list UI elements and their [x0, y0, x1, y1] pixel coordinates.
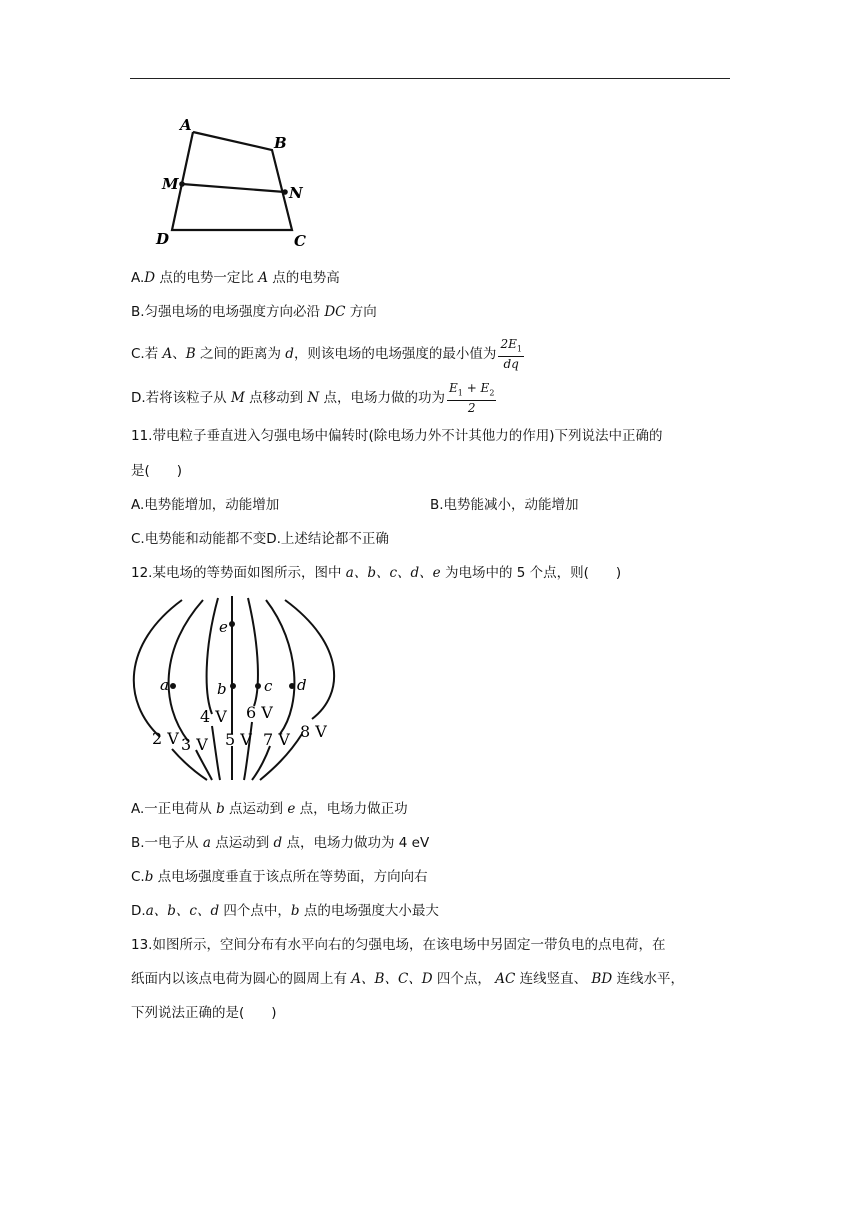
mn-segment — [182, 184, 285, 192]
work-fraction: $\frac{E_1 + E_2}{2}$ — [449, 381, 495, 416]
option-12b: B.一电子从 a 点运动到 d 点，电场力做功为 4 eV — [131, 835, 430, 851]
option-11a: A.电势能增加，动能增加 — [131, 497, 280, 513]
label-7v: 7 V — [263, 730, 290, 749]
label-c: C — [294, 232, 306, 250]
quadrilateral-figure — [140, 112, 330, 252]
min-field-fraction: $\frac{2E_1}{dq}$ — [500, 337, 522, 372]
option-12c: C.b 点电场强度垂直于该点所在等势面，方向向右 — [131, 869, 428, 885]
question-12-stem: 12.某电场的等势面如图所示，图中 a、b、c、d、e 为电场中的 5 个点，则( ) — [131, 565, 622, 581]
question-13-line-2: 纸面内以该点电荷为圆心的圆周上有 A、B、C、D 四个点， AC 连线竖直、 BD 连线水平， — [131, 971, 684, 987]
point-d — [289, 683, 295, 689]
label-d: d — [297, 676, 307, 694]
label-m: M — [162, 175, 179, 193]
point-c — [255, 683, 261, 689]
point-a — [170, 683, 176, 689]
option-11cd: C.电势能和动能都不变D.上述结论都不正确 — [131, 531, 389, 547]
label-b: b — [217, 680, 227, 698]
question-13-line-3: 下列说法正确的是( ) — [131, 1005, 277, 1021]
point-e — [229, 621, 235, 627]
equipotential-figure — [130, 594, 345, 784]
label-6v: 6 V — [246, 703, 273, 722]
point-b — [230, 683, 236, 689]
label-4v: 4 V — [200, 707, 227, 726]
option-10a: A.D 点的电势一定比 A 点的电势高 — [131, 270, 340, 286]
equipotential-6v — [248, 598, 258, 706]
header-rule — [130, 78, 730, 79]
point-n — [282, 189, 288, 195]
option-11b: B.电势能减小，动能增加 — [430, 497, 579, 513]
option-10d: D.若将该粒子从 M 点移动到 N 点，电场力做的功为 $\frac{E_1 + E_2}{2}$ — [131, 381, 495, 416]
label-n: N — [289, 184, 303, 202]
equipotential-4v-tail — [212, 726, 220, 780]
label-b: B — [274, 134, 287, 152]
option-10c: C.若 A、B 之间的距离为 d，则该电场的电场强度的最小值为 $\frac{2E_1}{dq}$ — [131, 337, 522, 372]
label-a: a — [160, 676, 169, 694]
question-13-line-1: 13.如图所示，空间分布有水平向右的匀强电场，在该电场中另固定一带负电的点电荷，在 — [131, 937, 666, 953]
label-2v: 2 V — [152, 729, 179, 748]
label-d: D — [156, 230, 170, 248]
option-12a: A.一正电荷从 b 点运动到 e 点，电场力做正功 — [131, 801, 408, 817]
label-a: A — [180, 116, 192, 134]
label-8v: 8 V — [300, 722, 327, 741]
label-e: e — [219, 618, 228, 636]
label-5v: 5 V — [225, 730, 252, 749]
label-c: c — [264, 677, 273, 695]
equipotential-3v — [169, 600, 203, 741]
question-11-stem-cont: 是( ) — [131, 463, 183, 479]
point-m — [179, 181, 185, 187]
question-11-stem: 11.带电粒子垂直进入匀强电场中偏转时(除电场力外不计其他力的作用)下列说法中正确的 — [131, 428, 663, 444]
option-10b: B.匀强电场的电场强度方向必沿 DC 方向 — [131, 304, 377, 320]
equipotential-3v-tail — [196, 750, 212, 780]
option-12d: D.a、b、c、d 四个点中，b 点的电场强度大小最大 — [131, 903, 439, 919]
label-3v: 3 V — [181, 735, 208, 754]
